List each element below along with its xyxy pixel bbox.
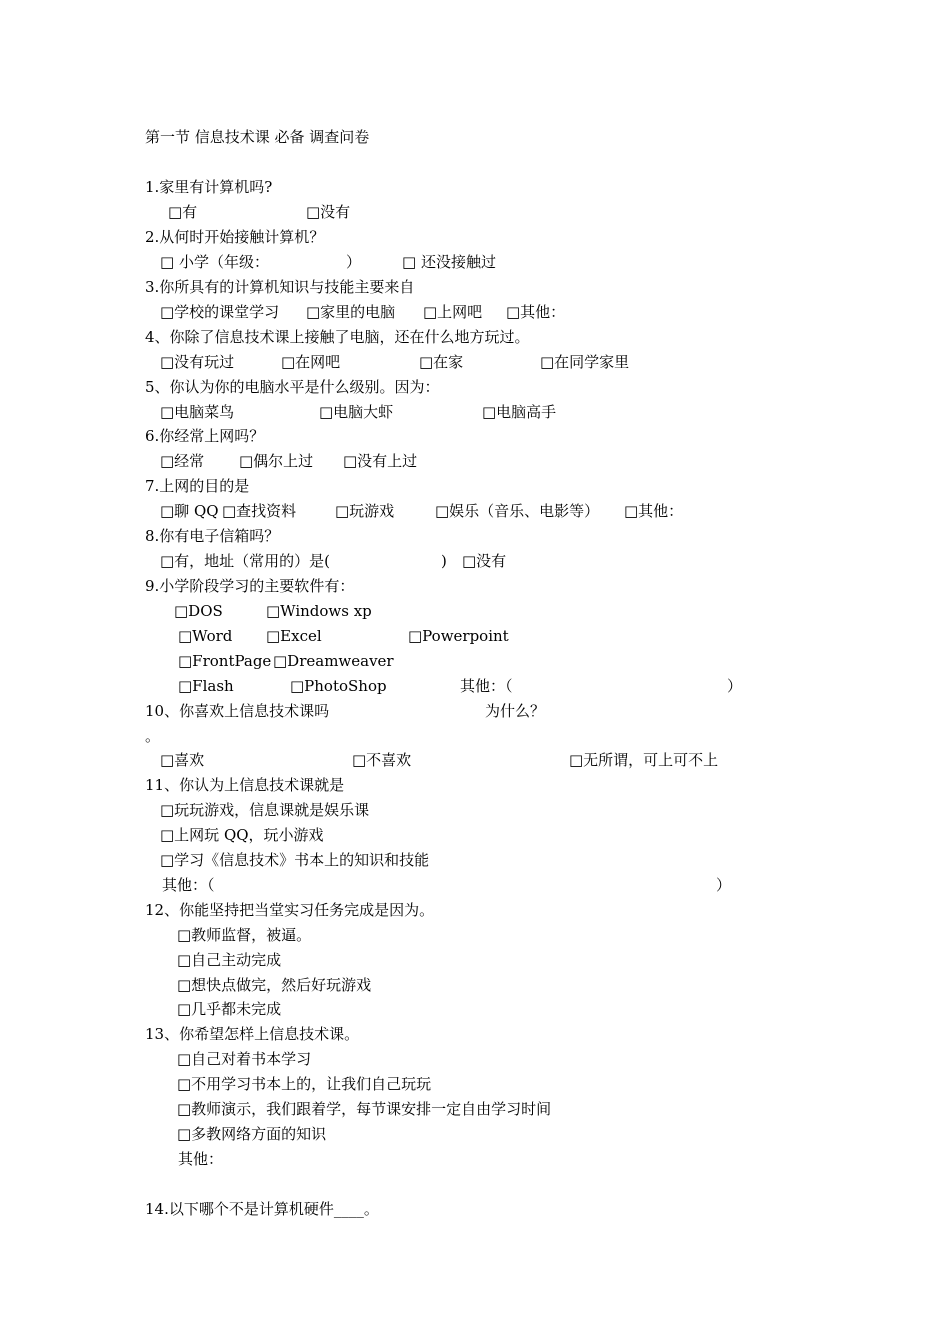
option-q2-primary[interactable]: □ 小学（年级： xyxy=(160,253,269,271)
option-q9-powerpoint[interactable]: □Powerpoint xyxy=(408,627,509,645)
option-q7-games[interactable]: □玩游戏 xyxy=(335,502,395,520)
option-q9-dos[interactable]: □DOS xyxy=(174,602,223,620)
option-q4-home[interactable]: □在家 xyxy=(419,353,464,371)
option-q7-entertainment[interactable]: □娱乐（音乐、电影等） xyxy=(435,502,600,520)
option-q13-other: 其他： xyxy=(178,1150,224,1168)
option-q8-no[interactable]: □没有 xyxy=(462,552,507,570)
question-7: 7.上网的目的是 xyxy=(145,477,250,495)
option-q7-other[interactable]: □其他： xyxy=(624,502,684,520)
question-9: 9.小学阶段学习的主要软件有： xyxy=(145,577,355,595)
option-q4-classmate[interactable]: □在同学家里 xyxy=(540,353,630,371)
option-q7-search[interactable]: □查找资料 xyxy=(222,502,297,520)
option-q11-other: 其他：（ xyxy=(162,876,215,894)
option-q9-close-paren: ） xyxy=(727,677,743,695)
page-title: 第一节 信息技术课 必备 调查问卷 xyxy=(145,128,370,146)
option-q8-close-paren: ) xyxy=(441,552,447,570)
option-q5-novice[interactable]: □电脑菜鸟 xyxy=(160,403,235,421)
option-q13-network[interactable]: □多教网络方面的知识 xyxy=(177,1125,327,1143)
option-q13-play[interactable]: □不用学习书本上的，让我们自己玩玩 xyxy=(177,1075,432,1093)
option-q9-excel[interactable]: □Excel xyxy=(266,627,322,645)
option-q13-book[interactable]: □自己对着书本学习 xyxy=(177,1050,312,1068)
question-11: 11、你认为上信息技术课就是 xyxy=(145,776,345,794)
question-1: 1.家里有计算机吗? xyxy=(145,178,273,196)
question-13: 13、你希望怎样上信息技术课。 xyxy=(145,1025,360,1043)
option-q4-netbar[interactable]: □在网吧 xyxy=(281,353,341,371)
option-q5-expert[interactable]: □电脑大虾 xyxy=(319,403,394,421)
question-14: 14.以下哪个不是计算机硬件____。 xyxy=(145,1200,379,1218)
option-q9-flash[interactable]: □Flash xyxy=(178,677,234,695)
option-q10-indifferent[interactable]: □无所谓，可上可不上 xyxy=(569,751,719,769)
option-q11-qq[interactable]: □上网玩 QQ，玩小游戏 xyxy=(160,826,324,844)
option-q3-home[interactable]: □家里的电脑 xyxy=(306,303,396,321)
option-q3-netbar[interactable]: □上网吧 xyxy=(423,303,483,321)
option-q3-other[interactable]: □其他： xyxy=(506,303,566,321)
option-q12-never[interactable]: □几乎都未完成 xyxy=(177,1000,282,1018)
question-2: 2.从何时开始接触计算机？ xyxy=(145,228,325,246)
option-q6-often[interactable]: □经常 xyxy=(160,452,205,470)
option-q12-forced[interactable]: □教师监督，被逼。 xyxy=(177,926,312,944)
question-4: 4、你除了信息技术课上接触了电脑，还在什么地方玩过。 xyxy=(145,328,530,346)
option-q9-other: 其他：（ xyxy=(460,677,513,695)
option-q10-like[interactable]: □喜欢 xyxy=(160,751,205,769)
option-q3-school[interactable]: □学校的课堂学习 xyxy=(160,303,280,321)
option-q9-frontpage[interactable]: □FrontPage xyxy=(178,652,272,670)
option-q2-never[interactable]: □ 还没接触过 xyxy=(402,253,496,271)
question-3: 3.你所具有的计算机知识与技能主要来自 xyxy=(145,278,415,296)
option-q5-master[interactable]: □电脑高手 xyxy=(482,403,557,421)
option-q9-dreamweaver[interactable]: □Dreamweaver xyxy=(273,652,394,670)
option-q6-sometimes[interactable]: □偶尔上过 xyxy=(239,452,314,470)
question-12: 12、你能坚持把当堂实习任务完成是因为。 xyxy=(145,901,435,919)
option-q9-windows[interactable]: □Windows xp xyxy=(266,602,372,620)
question-8: 8.你有电子信箱吗？ xyxy=(145,527,280,545)
option-q6-never[interactable]: □没有上过 xyxy=(343,452,418,470)
option-q11-games[interactable]: □玩玩游戏，信息课就是娱乐课 xyxy=(160,801,370,819)
option-q4-none[interactable]: □没有玩过 xyxy=(160,353,235,371)
question-10: 10、你喜欢上信息技术课吗 xyxy=(145,702,330,720)
option-q1-no[interactable]: □没有 xyxy=(306,203,351,221)
question-10-dot: 。 xyxy=(145,727,161,745)
option-q11-study[interactable]: □学习《信息技术》书本上的知识和技能 xyxy=(160,851,430,869)
option-q8-yes[interactable]: □有，地址（常用的）是( xyxy=(160,552,331,570)
option-q11-close-paren: ） xyxy=(716,876,732,894)
question-6: 6.你经常上网吗？ xyxy=(145,427,265,445)
option-q9-photoshop[interactable]: □PhotoShop xyxy=(290,677,387,695)
option-q9-word[interactable]: □Word xyxy=(178,627,233,645)
option-q10-dislike[interactable]: □不喜欢 xyxy=(352,751,412,769)
option-q1-yes[interactable]: □有 xyxy=(168,203,198,221)
question-5: 5、你认为你的电脑水平是什么级别。因为： xyxy=(145,378,440,396)
option-q2-close-paren: ） xyxy=(346,253,362,271)
option-q7-qq[interactable]: □聊 QQ xyxy=(160,502,219,520)
option-q13-demo[interactable]: □教师演示，我们跟着学，每节课安排一定自由学习时间 xyxy=(177,1100,552,1118)
option-q12-quick[interactable]: □想快点做完，然后好玩游戏 xyxy=(177,976,372,994)
question-10-why: 为什么？ xyxy=(485,702,546,720)
option-q12-self[interactable]: □自己主动完成 xyxy=(177,951,282,969)
